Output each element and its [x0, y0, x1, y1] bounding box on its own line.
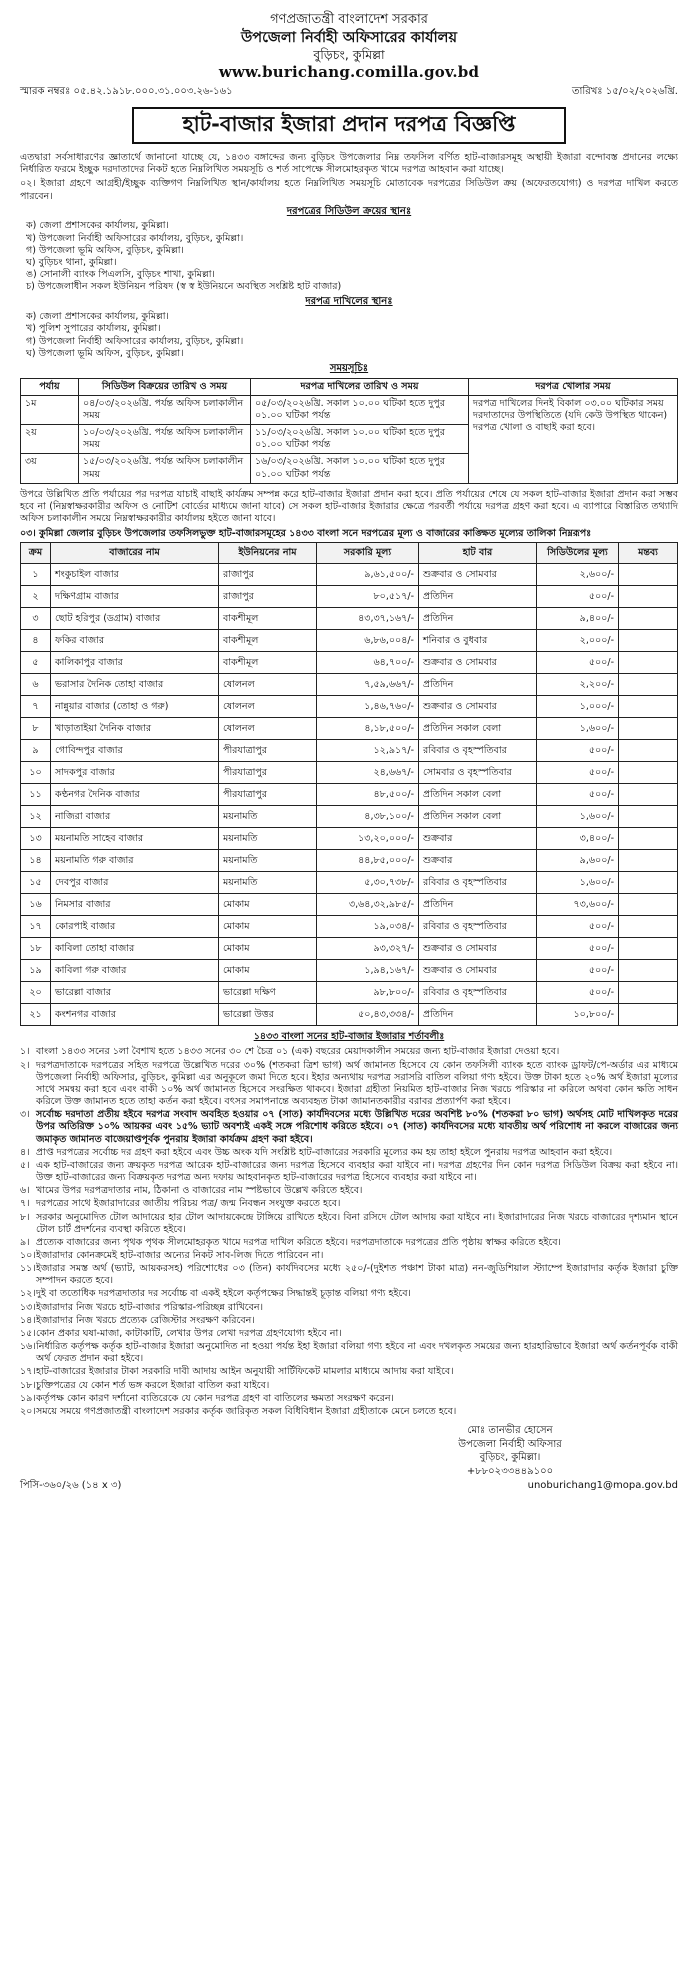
condition-text: কোন প্রকার ঘষা-মাজা, কাটাকাটি, লেখার উপর লেখা দরপত্র গ্রহণযোগ্য হইবে না।: [36, 1327, 342, 1339]
market-name-cell: দক্ষিণগ্রাম বাজার: [51, 586, 219, 608]
column-header: মন্তব্য: [619, 543, 678, 564]
market-days-cell: সোমবার ও বৃহস্পতিবার: [419, 762, 537, 784]
union-name-cell: বাকশীমূল: [219, 630, 317, 652]
market-days-cell: শুক্রবার ও সোমবার: [419, 960, 537, 982]
condition-item: [20, 1288, 678, 1300]
market-days-cell: প্রতিদিন: [419, 608, 537, 630]
market-days-cell: রবিবার ও বৃহস্পতিবার: [419, 982, 537, 1004]
condition-item: [20, 1250, 678, 1262]
schedule-price-cell: ৫০০/-: [537, 982, 619, 1004]
table-row: [21, 674, 678, 696]
submit-date-cell: ০৫/০৩/২০২৬খ্রি. সকাল ১০.০০ ঘটিকা হতে দুপুর ০১.০০ ঘটিকা পর্যন্ত: [251, 395, 469, 424]
condition-text: ইজারার সমস্ত অর্থ (ভ্যাট, আয়করসহ) পরিশোধের ০৩ (তিন) কার্যদিবসের মধ্যে ২৫০/-(দুইশত পঞ্চাশ টাকা মাত্র) নন-জুডিশিয়াল স্ট্যাম্পে ইজারাদার কর্তৃক ইজারা চুক্তি সম্পাদন করতে হবে।: [36, 1263, 678, 1287]
govt-price-cell: ৩,৬৪,৩২,৯৮৫/-: [317, 894, 419, 916]
table-row: [21, 652, 678, 674]
market-days-cell: শুক্রবার ও সোমবার: [419, 652, 537, 674]
submit-date-cell: ১৬/০৩/২০২৬খ্রি. সকাল ১০.০০ ঘটিকা হতে দুপুর ০১.০০ ঘটিকা পর্যন্ত: [251, 454, 469, 483]
schedule-price-cell: ১,০০০/-: [537, 696, 619, 718]
market-name-cell: ছোট হরিপুর (ডগ্রাম) বাজার: [51, 608, 219, 630]
market-name-cell: ময়নামতি গরু বাজার: [51, 850, 219, 872]
table-row: [21, 608, 678, 630]
table-row: [21, 960, 678, 982]
signatory-phone: +৮৮০২৩৩৪৪৯১০০: [466, 1465, 554, 1477]
serial-cell: ১৯: [21, 960, 51, 982]
market-name-cell: কণ্ঠনগর দৈনিক বাজার: [51, 784, 219, 806]
column-header: সরকারি মূল্য: [317, 543, 419, 564]
schedule-price-cell: ২,০০০/-: [537, 630, 619, 652]
condition-item: [20, 1302, 678, 1314]
condition-number: ১৭।: [20, 1366, 36, 1378]
market-name-cell: শংকুচাইল বাজার: [51, 564, 219, 586]
submit-places-heading: দরপত্র দাখিলের স্থানঃ: [305, 296, 393, 308]
market-days-cell: শুক্রবার: [419, 850, 537, 872]
market-name-cell: সাদকপুর বাজার: [51, 762, 219, 784]
list-item: খ) পুলিশ সুপারের কার্যালয়, কুমিল্লা।: [26, 323, 161, 335]
remarks-cell: [619, 586, 678, 608]
condition-item: [20, 1109, 678, 1145]
market-days-cell: শনিবার ও বুধবার: [419, 630, 537, 652]
serial-cell: ১২: [21, 806, 51, 828]
table-row: [21, 586, 678, 608]
phase-cell: ৩য়: [21, 454, 79, 483]
list-item: ঘ) উপজেলা ভূমি অফিস, বুড়িচং, কুমিল্লা।: [26, 347, 184, 359]
signatory-place: বুড়িচং, কুমিল্লা।: [479, 1452, 541, 1464]
remarks-cell: [619, 806, 678, 828]
table-row: [21, 850, 678, 872]
market-name-cell: দেবপুর বাজার: [51, 872, 219, 894]
condition-text: প্রত্যেক বাজারের জন্য পৃথক পৃথক সীলমোহরকৃত খামে দরপত্র দাখিল করিতে হইবে। দরপত্রদাতাকে দরপত্রের প্রতি পৃষ্ঠায় স্বাক্ষর করিতে হইবে।: [36, 1236, 561, 1248]
union-name-cell: ময়নামতি: [219, 828, 317, 850]
table-row: [21, 982, 678, 1004]
sale-date-cell: ১৫/০৩/২০২৬খ্রি. পর্যন্ত অফিস চলাকালীন সময়: [79, 454, 251, 483]
table-row: [21, 395, 678, 424]
remarks-cell: [619, 850, 678, 872]
schedule-heading: সময়সূচিঃ: [329, 362, 369, 374]
column-header: ক্রম: [21, 543, 51, 564]
condition-number: ৪।: [20, 1146, 30, 1158]
list-item: খ) উপজেলা নির্বাহী অফিসারের কার্যালয়, বুড়িচং, কুমিল্লা।: [26, 232, 244, 244]
phase-cell: ১ম: [21, 395, 79, 424]
column-header: পর্যায়: [21, 378, 79, 395]
serial-cell: ১৩: [21, 828, 51, 850]
condition-text: হাট-বাজারের ইজারার টাকা সরকারি দাবী আদায় আইন অনুযায়ী সার্টিফিকেট মামলার মাধ্যমে আদায় করা যাইবে।: [36, 1366, 454, 1378]
condition-number: ১৫।: [20, 1327, 36, 1339]
market-name-cell: খাড়াতাইয়া দৈনিক বাজার: [51, 718, 219, 740]
condition-number: ১২।: [20, 1288, 36, 1300]
submit-date-cell: ১১/০৩/২০২৬খ্রি. সকাল ১০.০০ ঘটিকা হতে দুপুর ০১.০০ ঘটিকা পর্যন্ত: [251, 425, 469, 454]
govt-price-cell: ৫০,৪৩,৩৩৪/-: [317, 1004, 419, 1026]
footer-row: [20, 1480, 678, 1493]
condition-text: ইজারাদার নিজ খরচে প্রত্যেক রেজিস্টার সংরক্ষণ করিবেন।: [36, 1314, 255, 1326]
table-header-row: [21, 378, 678, 395]
schedule-price-cell: ৫০০/-: [537, 762, 619, 784]
schedule-price-cell: ১,৬০০/-: [537, 872, 619, 894]
govt-price-cell: ৭,৫৯,৬৬৭/-: [317, 674, 419, 696]
conditions-heading: ১৪৩৩ বাংলা সনের হাট-বাজার ইজারার শর্তাবলীঃ: [253, 1031, 445, 1043]
condition-text: খামের উপর দরপত্রদাতার নাম, ঠিকানা ও বাজারের নাম স্পষ্টভাবে উল্লেখ করিতে হইবে।: [36, 1185, 363, 1197]
condition-item: [20, 1341, 678, 1365]
column-header: ইউনিয়নের নাম: [219, 543, 317, 564]
serial-cell: ১৮: [21, 938, 51, 960]
remarks-cell: [619, 784, 678, 806]
remarks-cell: [619, 608, 678, 630]
govt-price-cell: ১২,৯১৭/-: [317, 740, 419, 762]
condition-item: [20, 1160, 678, 1184]
condition-number: ৮।: [20, 1211, 30, 1223]
govt-price-cell: ৯৩,৩২৭/-: [317, 938, 419, 960]
condition-number: ১৩।: [20, 1301, 36, 1313]
govt-price-cell: ১৩,২০,০০০/-: [317, 828, 419, 850]
table-row: [21, 1004, 678, 1026]
union-name-cell: ময়নামতি: [219, 806, 317, 828]
condition-text: দরপত্রদাতাকে দরপত্রের সহিত দরপত্রে উল্লেখিত দরের ৩০% (শতকরা ত্রিশ ভাগ) অর্থ জামানত হিসেবে যে কোন তফসিলী ব্যাংক হতে ব্যাংক ড্রাফট/পে-অর্ডার এর মাধ্যমে উপজেলা নির্বাহী অফিসার, বুড়িচং, কুমিল্লা এর অনুকূলে জমা দিতে হবে। ইহার অন্যথায় দরপত্র সরাসরি বাতিল বলিয়া গণ্য হইবে। উক্ত টাকা হতে ২০% অর্থ ইজারা মূল্যের সাথে সমন্বয় করা হবে এবং বাকী ১০% অর্থ জামানত হিসেবে সংরক্ষিত থাকবে। ইজারা গ্রহীতা নিয়মিত হাট-বাজার নিজ খরচে পরিস্কার না করিলে অথবা কোন ক্ষতি সাধন করিলে উক্ত জামানত হতে তাহা কর্তন করা হইবে। বৎসর সমাপনান্তে অব্যবহৃত টাকা জামানতকারীর বরাবর প্রত্যার্পণ করা হইবে।: [36, 1059, 678, 1108]
market-days-cell: রবিবার ও বৃহস্পতিবার: [419, 740, 537, 762]
condition-item: [20, 1212, 678, 1236]
condition-item: [20, 1380, 678, 1392]
serial-cell: ৬: [21, 674, 51, 696]
union-name-cell: ময়নামতি: [219, 850, 317, 872]
govt-price-cell: ১,৯৪,১৬৭/-: [317, 960, 419, 982]
market-name-cell: ভরাসার দৈনিক তোহা বাজার: [51, 674, 219, 696]
condition-item: [20, 1328, 678, 1340]
market-name-cell: কাবিলা গরু বাজার: [51, 960, 219, 982]
schedule-price-cell: ৫০০/-: [537, 916, 619, 938]
govt-price-cell: ৪৩,৩৭,১৬৭/-: [317, 608, 419, 630]
signatory-designation: উপজেলা নির্বাহী অফিসার: [458, 1438, 562, 1450]
table-header-row: [21, 543, 678, 564]
after-schedule-paragraph: উপরে উল্লিখিত প্রতি পর্যায়ের পর দরপত্র যাচাই বাছাই কার্যক্রম সম্পন্ন করে হাট-বাজার ইজারা প্রদান করা হবে। প্রতি পর্যায়ের শেষে যে সকল হাট-বাজার ইজারা প্রদান করা সম্ভব হবে না (নিম্নস্বাক্ষরকারীর অফিস ও নোটিশ বোর্ডের মাধ্যমে জানা যাবে) সে সকল হাট-বাজার ইজারার ক্ষেত্রে পরবর্তী পর্যায়ে দরপত্র গ্রহণ করা হবে। এ ব্যাপারে বিস্তারিত তথ্যাদি অফিস চলাকালীন সময়ে নিম্নস্বাক্ষরকারীর কার্যালয় হইতে জানা যাবে।: [20, 488, 678, 525]
remarks-cell: [619, 740, 678, 762]
header-website-link[interactable]: www.burichang.comilla.gov.bd: [218, 63, 480, 82]
condition-text: চুক্তিপত্রের যে কোন শর্ত ভঙ্গ করলে ইজারা বাতিল করা যাইবে।: [36, 1379, 270, 1391]
union-name-cell: ষোলনল: [219, 696, 317, 718]
memo-number: স্মারক নম্বরঃ ০৫.৪২.১৯১৮.০০০.৩১.০০৩.২৬-১৬১: [20, 86, 233, 98]
market-name-cell: ময়নামতি সাহেব বাজার: [51, 828, 219, 850]
serial-cell: ৩: [21, 608, 51, 630]
condition-text: এক হাট-বাজারের জন্য ক্রয়কৃত দরপত্র আরেক হাট-বাজারের জন্য দরপত্র হিসেবে ব্যবহার করা যাইবে না। দরপত্র গ্রহণের দিন কোন দরপত্র সিডিউল বিক্রয় করা হইবে না। উক্ত হাট-বাজারের জন্য বিক্রয়কৃত দরপত্র অন্য দফায় আহবানকৃত হাট-বাজারের দরপত্র হিসেবে ব্যবহার করা যাইবে না।: [36, 1159, 678, 1184]
schedule-price-cell: ৫০০/-: [537, 652, 619, 674]
intro-paragraph-1: এতদ্বারা সর্বসাধারণের জ্ঞাতার্থে জানানো যাচ্ছে যে, ১৪৩৩ বঙ্গাব্দের জন্য বুড়িচং উপজেলার নিম্ন তফসিল বর্ণিত হাট-বাজারসমূহ অস্থায়ী ইজারা বন্দোবস্ত প্রদানের লক্ষ্যে নির্ধারিত ফরমে ইচ্ছুক দরদাতাদের নিকট হতে নিম্নলিখিত সময়সূচি ও শর্ত সাপেক্ষে সীলমোহরকৃত খামে দরপত্র আহবান করা যাচ্ছে।: [20, 152, 678, 176]
govt-price-cell: ৫,৩০,৭৩৮/-: [317, 872, 419, 894]
condition-number: ১৯।: [20, 1392, 36, 1404]
condition-text: দুই বা ততোধিক দরপত্রদাতার দর সর্বোচ্চ বা একই হইলে কর্তৃপক্ষের সিদ্ধান্তই চূড়ান্ত বলিয়া গণ্য হইবে।: [36, 1288, 411, 1300]
market-days-cell: প্রতিদিন: [419, 586, 537, 608]
serial-cell: ২১: [21, 1004, 51, 1026]
signatory-email-link[interactable]: unoburichang1@mopa.gov.bd: [527, 1480, 678, 1492]
notice-title: হাট-বাজার ইজারা প্রদান দরপত্র বিজ্ঞপ্তি: [132, 107, 566, 144]
column-header: দরপত্র খোলার সময়: [469, 378, 678, 395]
market-days-cell: প্রতিদিন: [419, 894, 537, 916]
table-row: [21, 938, 678, 960]
table-row: [21, 784, 678, 806]
header-government: গণপ্রজাতন্ত্রী বাংলাদেশ সরকার: [270, 12, 428, 27]
condition-item: [20, 1147, 678, 1159]
condition-number: ৭।: [20, 1198, 30, 1210]
table-row: [21, 564, 678, 586]
purchase-places-list: [20, 220, 678, 293]
union-name-cell: মোকাম: [219, 938, 317, 960]
market-days-cell: প্রতিদিন সকাল বেলা: [419, 718, 537, 740]
remarks-cell: [619, 718, 678, 740]
list-item: ক) জেলা প্রশাসকের কার্যালয়, কুমিল্লা।: [26, 220, 169, 232]
condition-item: [20, 1046, 678, 1058]
market-days-cell: রবিবার ও বৃহস্পতিবার: [419, 872, 537, 894]
market-name-cell: কাবিলা তোহা বাজার: [51, 938, 219, 960]
condition-number: ৯।: [20, 1236, 30, 1248]
schedule-price-cell: ৯,৬০০/-: [537, 850, 619, 872]
list-item: ক) জেলা প্রশাসকের কার্যালয়, কুমিল্লা।: [26, 311, 169, 323]
union-name-cell: ষোলনল: [219, 674, 317, 696]
signature-block: [410, 1424, 610, 1478]
column-header: হাট বার: [419, 543, 537, 564]
condition-text: নির্ধারিত কর্তৃপক্ষ কর্তৃক হাট-বাজার ইজারা অনুমোদিত না হওয়া পর্যন্ত ইহা ইজারা বলিয়া গণ্য হইবে না এবং দখলকৃত সময়ের জন্য হারহারিভাবে ইজারা অর্থ কর্তনপূর্বক বাকী অর্থ ফেরত প্রদান করা হইবে।: [36, 1341, 678, 1365]
table-row: [21, 696, 678, 718]
remarks-cell: [619, 564, 678, 586]
markets-heading: ০৩। কুমিল্লা জেলার বুড়িচং উপজেলার তফসিলভুক্ত হাট-বাজারসমূহের ১৪৩৩ বাংলা সনে দরপত্রের মূল্য ও বাজারের কাঙ্ক্ষিত মূল্যের তালিকা নিম্নরূপঃ: [20, 528, 592, 540]
market-days-cell: শুক্রবার ও সোমবার: [419, 938, 537, 960]
markets-table: [20, 542, 678, 1026]
condition-text: ইজারাদার নিজ খরচে হাট-বাজার পরিস্কার-পরিচ্ছন্ন রাখিবেন।: [36, 1301, 263, 1313]
schedule-price-cell: ২,২০০/-: [537, 674, 619, 696]
remarks-cell: [619, 982, 678, 1004]
condition-number: ১৮।: [20, 1379, 36, 1391]
govt-price-cell: ১৯,০৩৪/-: [317, 916, 419, 938]
table-row: [21, 740, 678, 762]
condition-number: ১৬।: [20, 1341, 36, 1353]
govt-price-cell: ২৪,৬৬৭/-: [317, 762, 419, 784]
condition-number: ১৪।: [20, 1314, 36, 1326]
column-header: বাজারের নাম: [51, 543, 219, 564]
conditions-list: [20, 1046, 678, 1418]
schedule-table: [20, 378, 678, 484]
condition-text: দরপত্রের সাথে ইজারাদারের জাতীয় পরিচয় পত্র/ জন্ম নিবন্ধন সংযুক্ত করতে হবে।: [36, 1198, 341, 1210]
condition-number: ১০।: [20, 1249, 36, 1261]
market-name-cell: নিমসার বাজার: [51, 894, 219, 916]
serial-cell: ১৫: [21, 872, 51, 894]
serial-cell: ৪: [21, 630, 51, 652]
schedule-price-cell: ১,৬০০/-: [537, 718, 619, 740]
union-name-cell: বাকশীমূল: [219, 608, 317, 630]
condition-number: ২।: [20, 1059, 30, 1071]
serial-cell: ৯: [21, 740, 51, 762]
govt-price-cell: ৪,৩৮,১০০/-: [317, 806, 419, 828]
remarks-cell: [619, 1004, 678, 1026]
memo-row: [20, 86, 678, 99]
list-item: ঘ) বুড়িচং থানা, কুমিল্লা।: [26, 256, 117, 268]
condition-text: সর্বোচ্চ দরদাতা প্রতীয় হইবে দরপত্র সংবাদ অবহিত হওয়ার ০৭ (সাত) কার্যদিবসের মধ্যে উল্লিখিত দরের অবশিষ্ট ৮০% (শতকরা ৮০ ভাগ) অর্থসহ মোট দাখিলকৃত দরের উপর অতিরিক্ত ১০% আয়কর এবং ১৫% ভ্যাট অবশ্যই একই সঙ্গে পরিশোধ করিতে হইবে। ০৭ (সাত) কার্যদিবসের মধ্যে যাবতীয় অর্থ পরিশোধ না করলে বাজারের জন্য জমাকৃত জামানত বাজেয়াপ্তপূর্বক পুনরায় ইজারা কার্যক্রম গ্রহণ করা হইবে।: [36, 1109, 678, 1145]
table-row: [21, 828, 678, 850]
market-days-cell: শুক্রবার: [419, 828, 537, 850]
union-name-cell: রাজাপুর: [219, 586, 317, 608]
memo-date: তারিখঃ ১৫/০২/২০২৬খ্রি.: [571, 86, 678, 98]
remarks-cell: [619, 938, 678, 960]
table-row: [21, 916, 678, 938]
market-days-cell: প্রতিদিন সকাল বেলা: [419, 784, 537, 806]
condition-number: ১।: [20, 1046, 30, 1058]
remarks-cell: [619, 872, 678, 894]
market-name-cell: কালিকাপুর বাজার: [51, 652, 219, 674]
govt-price-cell: ৬,৮৬,০০৪/-: [317, 630, 419, 652]
condition-item: [20, 1198, 678, 1210]
header-location: বুড়িচং, কুমিল্লা: [313, 47, 385, 63]
union-name-cell: মোকাম: [219, 960, 317, 982]
serial-cell: ৮: [21, 718, 51, 740]
union-name-cell: ময়নামতি: [219, 872, 317, 894]
union-name-cell: পীরযাত্রাপুর: [219, 762, 317, 784]
condition-text: ইজারাদার কোনক্রমেই হাট-বাজার অন্যের নিকট সাব-লিজ দিতে পারিবেন না।: [36, 1249, 324, 1261]
serial-cell: ১৭: [21, 916, 51, 938]
market-name-cell: গোবিন্দপুর বাজার: [51, 740, 219, 762]
market-days-cell: রবিবার ও বৃহস্পতিবার: [419, 916, 537, 938]
signatory-name: মোঃ তানভীর হোসেন: [467, 1425, 553, 1437]
condition-text: বাংলা ১৪৩৩ সনের ১লা বৈশাখ হতে ১৪৩৩ সনের ৩০ শে চৈত্র ০১ (এক) বছরের মেয়াদকালীন সময়ের জন্য হাট-বাজার ইজারা দেওয়া হবে।: [36, 1046, 560, 1058]
schedule-price-cell: ৫০০/-: [537, 586, 619, 608]
condition-item: [20, 1315, 678, 1327]
union-name-cell: ভারেল্লা দক্ষিণ: [219, 982, 317, 1004]
condition-item: [20, 1185, 678, 1197]
market-days-cell: শুক্রবার ও সোমবার: [419, 696, 537, 718]
schedule-price-cell: ২,৬০০/-: [537, 564, 619, 586]
table-row: [21, 718, 678, 740]
market-name-cell: নান্নুয়ার বাজার (তোহা ও গরু): [51, 696, 219, 718]
union-name-cell: মোকাম: [219, 894, 317, 916]
list-item: গ) উপজেলা ভূমি অফিস, বুড়িচং, কুমিল্লা।: [26, 244, 184, 256]
govt-price-cell: ৪৪,৮৫,০০০/-: [317, 850, 419, 872]
market-name-cell: ভারেল্লা বাজার: [51, 982, 219, 1004]
condition-number: ২০।: [20, 1405, 36, 1417]
schedule-price-cell: ১,৬০০/-: [537, 806, 619, 828]
market-days-cell: প্রতিদিন: [419, 674, 537, 696]
remarks-cell: [619, 894, 678, 916]
table-row: [21, 806, 678, 828]
serial-cell: ৭: [21, 696, 51, 718]
condition-number: ১১।: [20, 1263, 36, 1275]
condition-text: সরকার অনুমোদিত টোল আদায়ের হার টোল আদায়কেন্দ্রে টাঙ্গিয়ে রাখিতে হইবে। বিনা রসিদে টোল আদায় করা যাইবে না। ইজারাদারের নিজ খরচে বাজারের দৃশ্যমান স্থানে টোল চার্ট প্রদর্শনের ব্যবস্থা করিতে হইবে।: [36, 1211, 678, 1235]
list-item: ঙ) সোনালী ব্যাংক পিএলসি, বুড়িচং শাখা, কুমিল্লা।: [26, 269, 215, 281]
list-item: গ) উপজেলা নির্বাহী অফিসারের কার্যালয়, বুড়িচং, কুমিল্লা।: [26, 335, 244, 347]
schedule-price-cell: ৭৩,৬০০/-: [537, 894, 619, 916]
serial-cell: ১১: [21, 784, 51, 806]
condition-number: ৬।: [20, 1185, 30, 1197]
govt-price-cell: ৯,৬১,৫০০/-: [317, 564, 419, 586]
schedule-price-cell: ৫০০/-: [537, 960, 619, 982]
union-name-cell: ষোলনল: [219, 718, 317, 740]
schedule-price-cell: ১০,৮০০/-: [537, 1004, 619, 1026]
list-item: চ) উপজেলাধীন সকল ইউনিয়ন পরিষদ (স্ব স্ব ইউনিয়নে অবস্থিত সংশ্লিষ্ট হাট বাজার): [26, 281, 342, 293]
column-header: সিডিউলের মূল্য: [537, 543, 619, 564]
schedule-price-cell: ৯,৪০০/-: [537, 608, 619, 630]
remarks-cell: [619, 630, 678, 652]
union-name-cell: মোকাম: [219, 916, 317, 938]
remarks-cell: [619, 696, 678, 718]
serial-cell: ৫: [21, 652, 51, 674]
schedule-price-cell: ৫০০/-: [537, 784, 619, 806]
table-row: [21, 630, 678, 652]
markets-table-body: [21, 564, 678, 1026]
table-row: [21, 894, 678, 916]
serial-cell: ১০: [21, 762, 51, 784]
schedule-price-cell: ৫০০/-: [537, 938, 619, 960]
condition-text: কর্তৃপক্ষ কোন কারণ দর্শানো ব্যতিরেকে যে কোন দরপত্র গ্রহণ বা বাতিলের ক্ষমতা সংরক্ষণ করেন।: [36, 1392, 394, 1404]
condition-number: ৩।: [20, 1109, 30, 1121]
schedule-price-cell: ৫০০/-: [537, 740, 619, 762]
govt-price-cell: ৯৮,৮০০/-: [317, 982, 419, 1004]
condition-item: [20, 1237, 678, 1249]
table-row: [21, 762, 678, 784]
column-header: সিডিউল বিক্রয়ের তারিখ ও সময়: [79, 378, 251, 395]
serial-cell: ২০: [21, 982, 51, 1004]
condition-item: [20, 1393, 678, 1405]
intro-paragraph-2: ০২। ইজারা গ্রহণে আগ্রহী/ইচ্ছুক ব্যক্তিগণ নিম্নলিখিত স্থান/কার্যালয় হতে নিম্নলিখিত সময়সূচি মোতাবেক দরপত্রের সিডিউল ক্রয় (অফেরতযোগ্য) ও দরপত্র দাখিল করতে পারবেন।: [20, 178, 678, 202]
schedule-price-cell: ৩,৪০০/-: [537, 828, 619, 850]
govt-price-cell: ৮০,৫১৭/-: [317, 586, 419, 608]
remarks-cell: [619, 916, 678, 938]
condition-item: [20, 1263, 678, 1287]
remarks-cell: [619, 828, 678, 850]
govt-price-cell: ৬৪,৭০০/-: [317, 652, 419, 674]
union-name-cell: পীরযাত্রাপুর: [219, 784, 317, 806]
market-name-cell: কংশনগর বাজার: [51, 1004, 219, 1026]
condition-item: [20, 1060, 678, 1109]
condition-number: ৫।: [20, 1159, 30, 1171]
submit-places-list: [20, 311, 678, 360]
condition-text: সময়ে সময়ে গণপ্রজাতন্ত্রী বাংলাদেশ সরকার কর্তৃক জারিকৃত সকল বিধিবিধান ইজারা গ্রহীতাকে মেনে চলতে হবে।: [36, 1405, 457, 1417]
market-days-cell: প্রতিদিন সকাল বেলা: [419, 806, 537, 828]
sale-date-cell: ০৪/০৩/২০২৬খ্রি. পর্যন্ত অফিস চলাকালীন সময়: [79, 395, 251, 424]
footer-code: পিসি-৩৬০/২৬ (১৪ x ৩): [20, 1480, 122, 1492]
purchase-places-heading: দরপত্রের সিডিউল ক্রয়ের স্থানঃ: [286, 205, 412, 217]
serial-cell: ১: [21, 564, 51, 586]
union-name-cell: বাকশীমূল: [219, 652, 317, 674]
market-name-cell: নাজিরা বাজার: [51, 806, 219, 828]
condition-text: প্রাপ্ত দরপত্রের সর্বোচ্চ দর গ্রহণ করা হইবে এবং উচ্চ অংক যদি সংশ্লিষ্ট হাট-বাজারের সরকারি মূল্যের কম হয় তাহা হইলে পুনরায় দরপত্র আহবান করা হইবে।: [36, 1146, 613, 1158]
market-days-cell: শুক্রবার ও সোমবার: [419, 564, 537, 586]
serial-cell: ২: [21, 586, 51, 608]
phase-cell: ২য়: [21, 425, 79, 454]
union-name-cell: পীরযাত্রাপুর: [219, 740, 317, 762]
remarks-cell: [619, 674, 678, 696]
union-name-cell: রাজাপুর: [219, 564, 317, 586]
opening-time-cell: দরপত্র দাখিলের দিনই বিকাল ০৩.০০ ঘটিকার সময় দরদাতাদের উপস্থিতিতে (যদি কেউ উপস্থিত থাকেন) দরপত্র খোলা ও বাছাই করা হবে।: [469, 395, 678, 483]
condition-item: [20, 1406, 678, 1418]
header-office: উপজেলা নির্বাহী অফিসারের কার্যালয়: [240, 29, 458, 46]
market-days-cell: প্রতিদিন: [419, 1004, 537, 1026]
table-row: [21, 872, 678, 894]
serial-cell: ১৪: [21, 850, 51, 872]
remarks-cell: [619, 762, 678, 784]
govt-price-cell: ৪৮,৫০০/-: [317, 784, 419, 806]
remarks-cell: [619, 960, 678, 982]
column-header: দরপত্র দাখিলের তারিখ ও সময়: [251, 378, 469, 395]
condition-item: [20, 1366, 678, 1378]
market-name-cell: ফকির বাজার: [51, 630, 219, 652]
market-name-cell: কোরপাই বাজার: [51, 916, 219, 938]
sale-date-cell: ১০/০৩/২০২৬খ্রি. পর্যন্ত অফিস চলাকালীন সময়: [79, 425, 251, 454]
serial-cell: ১৬: [21, 894, 51, 916]
union-name-cell: ভারেল্লা উত্তর: [219, 1004, 317, 1026]
govt-price-cell: ১,৪৬,৭৬০/-: [317, 696, 419, 718]
remarks-cell: [619, 652, 678, 674]
govt-price-cell: ৪,১৮,৫০০/-: [317, 718, 419, 740]
